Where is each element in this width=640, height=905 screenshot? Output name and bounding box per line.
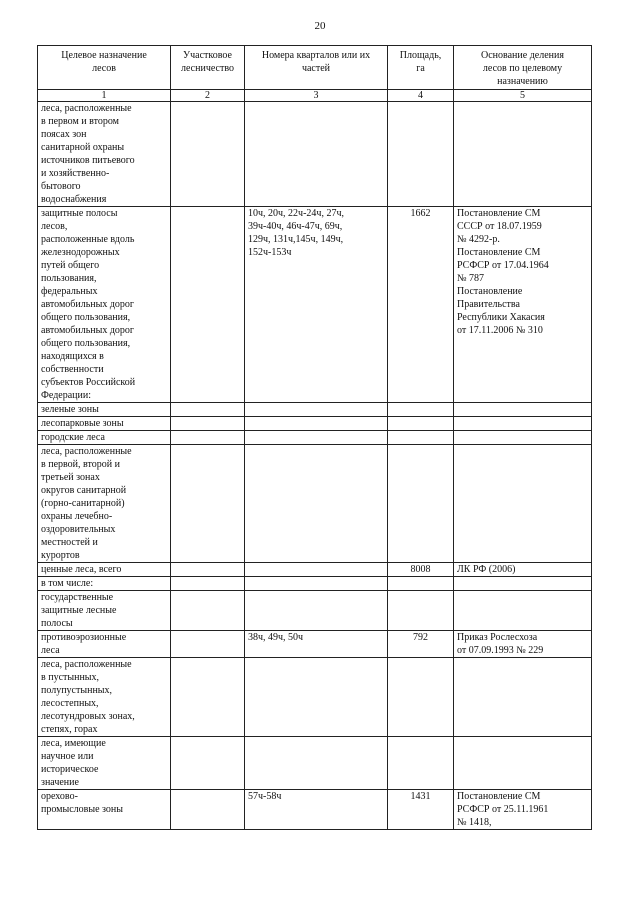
cell-quarters: 38ч, 49ч, 50ч	[245, 631, 388, 658]
cell-forestry	[171, 790, 245, 830]
table-body	[38, 102, 592, 830]
cell-area: 1662	[388, 207, 454, 403]
cell-area	[388, 577, 454, 591]
table-row	[38, 591, 592, 631]
header-forestry: Участковое лесничество	[171, 46, 245, 90]
column-number-row	[38, 90, 592, 102]
cell-purpose: леса, расположенные в первой, второй и третьей зонах округов санитарной (горно-санитарной) охраны лечебно- оздоровительных местностей и курортов	[38, 445, 171, 563]
cell-quarters	[245, 417, 388, 431]
cell-quarters	[245, 431, 388, 445]
table-row	[38, 790, 592, 830]
table-row	[38, 658, 592, 737]
cell-forestry	[171, 403, 245, 417]
cell-area	[388, 102, 454, 207]
cell-purpose: зеленые зоны	[38, 403, 171, 417]
page-number: 20	[314, 20, 326, 32]
cell-quarters	[245, 577, 388, 591]
forest-purpose-table	[37, 45, 592, 830]
cell-area	[388, 658, 454, 737]
column-number: 4	[388, 90, 454, 102]
cell-basis	[454, 658, 592, 737]
cell-basis	[454, 591, 592, 631]
cell-basis	[454, 102, 592, 207]
cell-forestry	[171, 417, 245, 431]
table-row	[38, 445, 592, 563]
table-row	[38, 631, 592, 658]
cell-basis	[454, 577, 592, 591]
cell-quarters: 10ч, 20ч, 22ч-24ч, 27ч, 39ч-40ч, 46ч-47ч, 69ч, 129ч, 131ч,145ч, 149ч, 152ч-153ч	[245, 207, 388, 403]
cell-purpose: государственные защитные лесные полосы	[38, 591, 171, 631]
cell-forestry	[171, 658, 245, 737]
cell-area	[388, 403, 454, 417]
cell-purpose: орехово- промысловые зоны	[38, 790, 171, 830]
cell-basis: ЛК РФ (2006)	[454, 563, 592, 577]
column-number: 2	[171, 90, 245, 102]
cell-forestry	[171, 631, 245, 658]
column-number: 5	[454, 90, 592, 102]
cell-basis	[454, 737, 592, 790]
cell-purpose: леса, расположенные в первом и втором поясах зон санитарной охраны источников питьевого и хозяйственно- бытового водоснабжения	[38, 102, 171, 207]
cell-area: 792	[388, 631, 454, 658]
cell-quarters	[245, 102, 388, 207]
header-area: Площадь, га	[388, 46, 454, 90]
cell-basis: Приказ Рослесхоза от 07.09.1993 № 229	[454, 631, 592, 658]
cell-purpose: леса, имеющие научное или историческое значение	[38, 737, 171, 790]
cell-area	[388, 431, 454, 445]
cell-quarters	[245, 403, 388, 417]
table-row	[38, 403, 592, 417]
cell-basis: Постановление СМ РСФСР от 25.11.1961 № 1418,	[454, 790, 592, 830]
cell-forestry	[171, 445, 245, 563]
table-row	[38, 737, 592, 790]
cell-purpose: лесопарковые зоны	[38, 417, 171, 431]
table-row	[38, 417, 592, 431]
header-purpose: Целевое назначение лесов	[38, 46, 171, 90]
cell-quarters	[245, 591, 388, 631]
table-row	[38, 577, 592, 591]
cell-area	[388, 737, 454, 790]
cell-forestry	[171, 207, 245, 403]
column-number: 3	[245, 90, 388, 102]
cell-basis	[454, 403, 592, 417]
cell-quarters	[245, 658, 388, 737]
cell-forestry	[171, 431, 245, 445]
cell-quarters	[245, 737, 388, 790]
cell-purpose: леса, расположенные в пустынных, полупустынных, лесостепных, лесотундровых зонах, степях, горах	[38, 658, 171, 737]
cell-purpose: городские леса	[38, 431, 171, 445]
table-row	[38, 207, 592, 403]
cell-quarters	[245, 445, 388, 563]
cell-area: 8008	[388, 563, 454, 577]
table-row	[38, 431, 592, 445]
cell-basis	[454, 445, 592, 563]
cell-purpose: в том числе:	[38, 577, 171, 591]
column-number: 1	[38, 90, 171, 102]
cell-purpose: защитные полосы лесов, расположенные вдоль железнодорожных путей общего пользования, федеральных автомобильных дорог общего пользования, автомобильных дорог общего пользования, находящихся в собственности субъектов Российской Федерации:	[38, 207, 171, 403]
cell-quarters: 57ч-58ч	[245, 790, 388, 830]
cell-quarters	[245, 563, 388, 577]
cell-purpose: ценные леса, всего	[38, 563, 171, 577]
table-row	[38, 563, 592, 577]
table-row	[38, 102, 592, 207]
table-header-row	[38, 46, 592, 90]
cell-basis	[454, 431, 592, 445]
cell-forestry	[171, 591, 245, 631]
cell-forestry	[171, 563, 245, 577]
cell-forestry	[171, 102, 245, 207]
cell-area	[388, 417, 454, 431]
cell-area	[388, 445, 454, 563]
header-basis: Основание деления лесов по целевому назначению	[454, 46, 592, 90]
cell-basis: Постановление СМ СССР от 18.07.1959 № 4292-р. Постановление СМ РСФСР от 17.04.1964 № 787 Постановление Правительства Республики Хакасия от 17.11.2006 № 310	[454, 207, 592, 403]
cell-area	[388, 591, 454, 631]
header-quarters: Номера кварталов или их частей	[245, 46, 388, 90]
cell-forestry	[171, 737, 245, 790]
cell-forestry	[171, 577, 245, 591]
cell-area: 1431	[388, 790, 454, 830]
cell-purpose: противоэрозионные леса	[38, 631, 171, 658]
cell-basis	[454, 417, 592, 431]
